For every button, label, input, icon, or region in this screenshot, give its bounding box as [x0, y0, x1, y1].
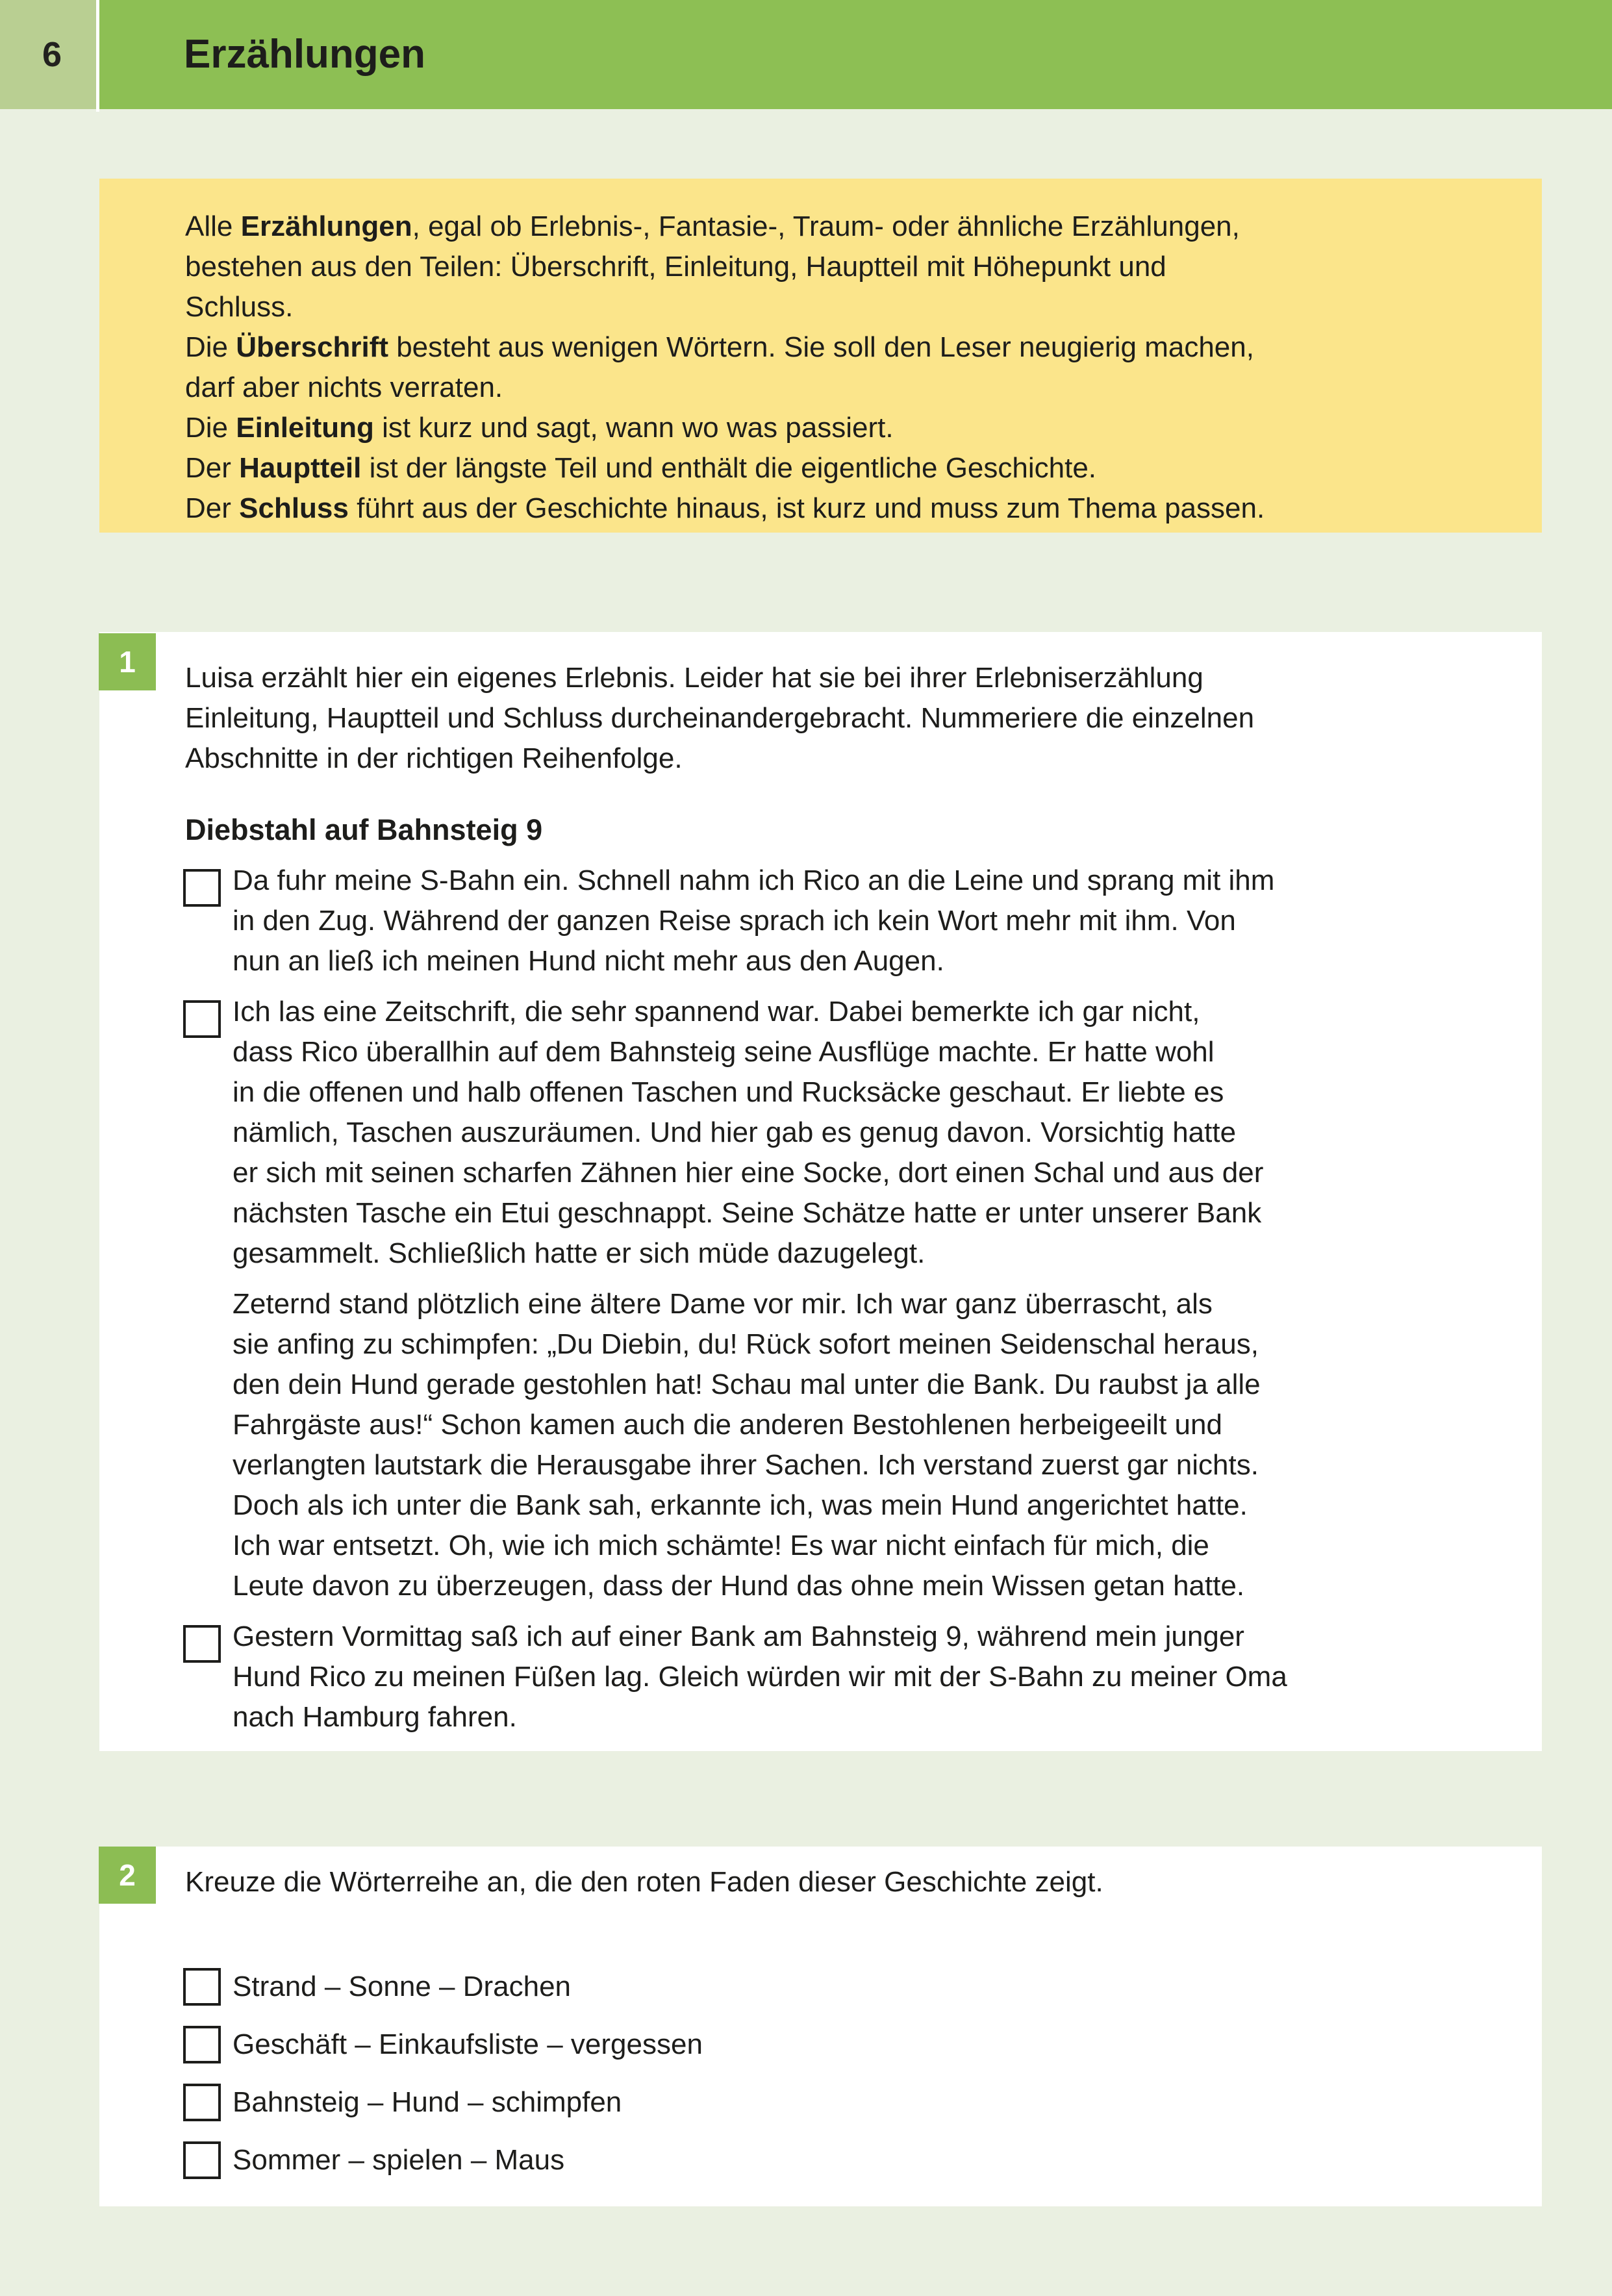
task-2-instruction: Kreuze die Wörterreihe an, die den roten Faden dieser Geschichte zeigt. [185, 1866, 1103, 1898]
story-title: Diebstahl auf Bahnsteig 9 [185, 813, 543, 846]
task-1-number: 1 [119, 645, 136, 679]
story-paragraph-text: Da fuhr meine S-Bahn ein. Schnell nahm ich Rico an die Leine und sprang mit ihm in den Zug. Während der ganzen Reise sprach ich kein Wort mehr mit ihm. Von nun an ließ ich meinen Hund nicht mehr aus den Augen. [233, 864, 1275, 977]
chapter-header-bar [99, 0, 1612, 109]
story-paragraph [185, 1284, 1516, 1606]
answer-checkbox[interactable] [183, 2141, 221, 2179]
answer-options [185, 1968, 1516, 2179]
order-number-checkbox[interactable] [183, 869, 221, 907]
answer-option [185, 2141, 1516, 2179]
answer-option-label: Sommer – spielen – Maus [233, 2144, 565, 2176]
answer-checkbox[interactable] [183, 2084, 221, 2121]
info-box-text: Alle Erzählungen, egal ob Erlebnis-, Fantasie-, Traum- oder ähnliche Erzählungen, bestehen aus den Teilen: Überschrift, Einleitung, Hauptteil mit Höhepunkt und Schluss. Die Überschrift besteht aus wenigen Wörtern. Sie soll den Leser neugierig machen, darf aber nichts verraten. Die Einleitung ist kurz und sagt, wann wo was passiert. Der Hauptteil ist der längste Teil und enthält die eigentliche Geschichte. Der Schluss führt aus der Geschichte hinaus, ist kurz und muss zum Thema passen. [185, 210, 1265, 524]
info-box [99, 179, 1542, 533]
page-number: 6 [42, 35, 62, 74]
story-paragraphs [185, 861, 1516, 1737]
answer-option-label: Bahnsteig – Hund – schimpfen [233, 2086, 622, 2118]
page-number-block [0, 0, 96, 109]
task-1-number-badge [99, 633, 156, 690]
order-number-checkbox[interactable] [183, 1000, 221, 1038]
task-2-box [99, 1847, 1542, 2206]
answer-option [185, 2084, 1516, 2121]
answer-option-label: Strand – Sonne – Drachen [233, 1971, 572, 2002]
story-paragraph [185, 1617, 1516, 1737]
answer-option-label: Geschäft – Einkaufsliste – vergessen [233, 2028, 703, 2060]
task-1-instruction: Luisa erzählt hier ein eigenes Erlebnis. Leider hat sie bei ihrer Erlebniserzählung Einleitung, Hauptteil und Schluss durcheinandergebracht. Nummeriere die einzelnen Abschnitte in der richtigen Reihenfolge. [185, 662, 1255, 774]
answer-option [185, 2026, 1516, 2063]
story-paragraph [185, 992, 1516, 1274]
story-paragraph-text: Ich las eine Zeitschrift, die sehr spannend war. Dabei bemerkte ich gar nicht, dass Rico überallhin auf dem Bahnsteig seine Ausflüge machte. Er hatte wohl in die offenen und halb offenen Taschen und Rucksäcke geschaut. Er liebte es nämlich, Taschen auszuräumen. Und hier gab es genug davon. Vorsichtig hatte er sich mit seinen scharfen Zähnen hier eine Socke, dort einen Schal und aus der nächsten Tasche ein Etui geschnappt. Seine Schätze hatte er unter unserer Bank gesammelt. Schließlich hatte er sich müde dazugelegt. [233, 996, 1264, 1269]
answer-checkbox[interactable] [183, 1968, 221, 2006]
story-paragraph-text: Gestern Vormittag saß ich auf einer Bank am Bahnsteig 9, während mein junger Hund Rico zu meinen Füßen lag. Gleich würden wir mit der S-Bahn zu meiner Oma nach Hamburg fahren. [233, 1621, 1287, 1733]
story-paragraph [185, 861, 1516, 981]
task-2-number-badge [99, 1847, 156, 1904]
task-1-box [99, 632, 1542, 1751]
chapter-title: Erzählungen [184, 32, 426, 77]
story-paragraph-text: Zeternd stand plötzlich eine ältere Dame vor mir. Ich war ganz überrascht, als sie anfing zu schimpfen: „Du Diebin, du! Rück sofort meinen Seidenschal heraus, den dein Hund gerade gestohlen hat! Schau mal unter die Bank. Du raubst ja alle Fahrgäste aus!“ Schon kamen auch die anderen Bestohlenen herbeigeeilt und verlangten lautstark die Herausgabe ihrer Sachen. Ich verstand zuerst gar nichts. Doch als ich unter die Bank sah, erkannte ich, was mein Hund angerichtet hatte. Ich war entsetzt. Oh, wie ich mich schämte! Es war nicht einfach für mich, die Leute davon zu überzeugen, dass der Hund das ohne mein Wissen getan hatte. [233, 1288, 1261, 1602]
order-number-checkbox[interactable] [183, 1625, 221, 1663]
answer-option [185, 1968, 1516, 2006]
task-2-number: 2 [119, 1858, 136, 1892]
answer-checkbox[interactable] [183, 2026, 221, 2063]
